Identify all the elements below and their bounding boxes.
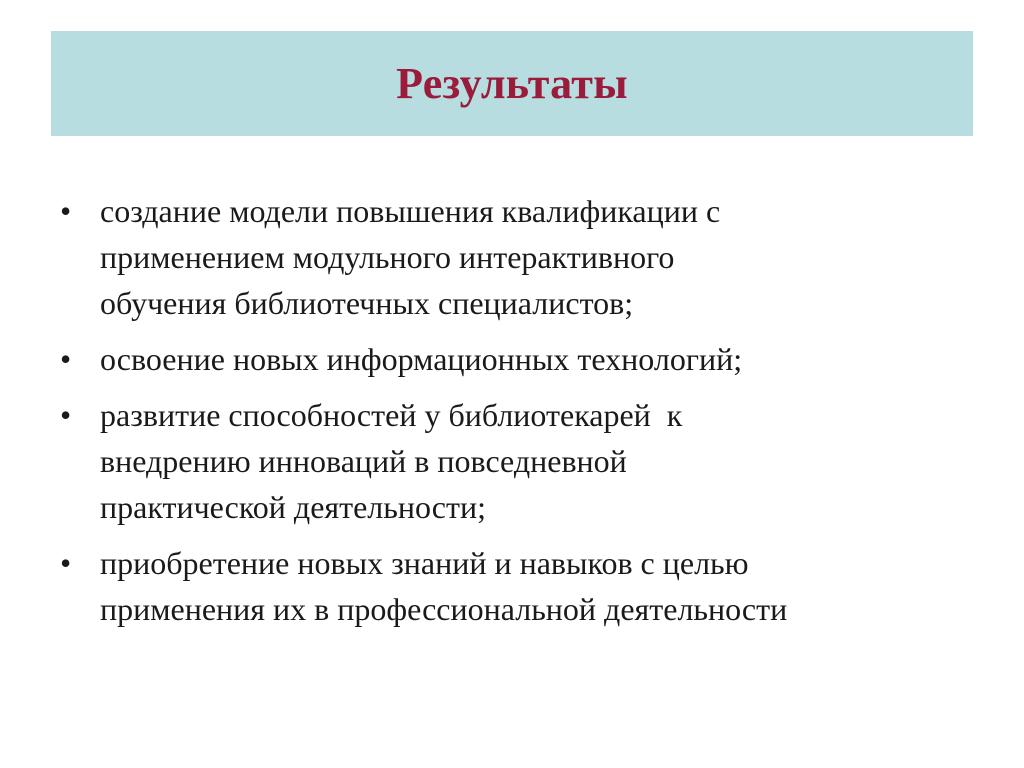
- bullet-4-line-1: приобретение новых знаний и навыков с целью: [100, 545, 749, 581]
- bullet-item-4: [60, 540, 980, 632]
- bullet-icon: •: [60, 341, 72, 377]
- bullet-2-line-1: освоение новых информационных технологий;: [100, 341, 743, 377]
- bullet-list: [60, 188, 980, 642]
- bullet-1-line-1: создание модели повышения квалификации с: [100, 193, 721, 229]
- bullet-4-line-2: применения их в профессиональной деятельности: [100, 591, 788, 627]
- bullet-item-3: [60, 392, 980, 530]
- bullet-icon: •: [60, 193, 72, 229]
- bullet-icon: •: [60, 545, 72, 581]
- bullet-item-1: [60, 188, 980, 326]
- bullet-3-line-1: развитие способностей у библиотекарей к: [100, 397, 683, 433]
- bullet-3-line-3: практической деятельности;: [100, 489, 486, 525]
- slide-title: Результаты: [396, 58, 628, 108]
- bullet-1-line-2: применением модульного интерактивного: [100, 239, 675, 275]
- bullet-item-2: [60, 336, 980, 382]
- bullet-icon: •: [60, 397, 72, 433]
- bullet-1-line-3: обучения библиотечных специалистов;: [100, 285, 634, 321]
- title-band: [51, 31, 973, 136]
- bullet-3-line-2: внедрению инноваций в повседневной: [100, 443, 627, 479]
